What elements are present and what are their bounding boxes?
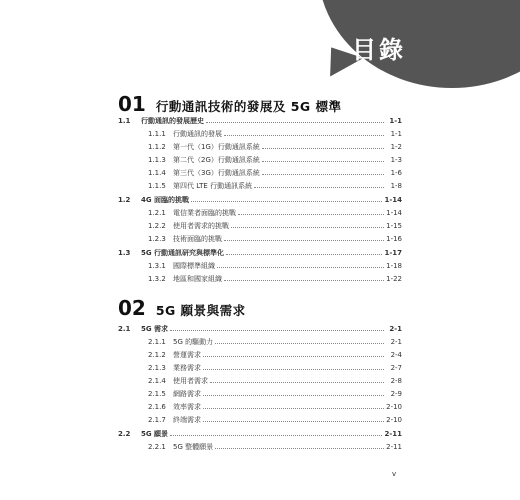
entry-title: 技術面臨的挑戰 (173, 235, 222, 243)
dot-leader (215, 447, 384, 449)
chapter-number: 02 (118, 296, 146, 320)
entry-number: 1.2.1 (148, 209, 166, 217)
toc-subsection[interactable] (148, 261, 402, 274)
entry-number: 2.1.6 (148, 403, 166, 411)
toc-subsection[interactable] (148, 142, 402, 155)
dot-leader (203, 368, 384, 370)
entry-page: 2-11 (384, 430, 402, 438)
entry-page: 2-7 (390, 364, 402, 372)
dot-leader (203, 394, 384, 396)
entry-title: 使用者需求的挑戰 (173, 222, 229, 230)
entry-page: 2-11 (386, 443, 402, 451)
entry-page: 1-3 (390, 156, 402, 164)
dot-leader (254, 186, 384, 188)
toc-section[interactable] (118, 195, 402, 208)
entry-title: 第四代 LTE 行動通訊系統 (173, 182, 253, 190)
entry-title: 電信業者面臨的挑戰 (173, 209, 236, 217)
dot-leader (215, 342, 384, 344)
entry-page: 2-1 (389, 325, 402, 333)
entry-title: 5G 需求 (141, 325, 169, 333)
chapter-number: 01 (118, 92, 146, 116)
entry-number: 2.1.7 (148, 416, 166, 424)
chapter-title: 行動通訊技術的發展及 5G 標準 (155, 99, 342, 114)
dot-leader (224, 134, 384, 136)
toc-subsection[interactable] (148, 363, 402, 376)
toc-subsection[interactable] (148, 376, 402, 389)
dot-leader (203, 355, 384, 357)
toc-section[interactable] (118, 429, 402, 442)
chapter-heading (118, 296, 246, 318)
entry-page: 1-15 (386, 222, 402, 230)
entry-number: 2.1.4 (148, 377, 166, 385)
toc-section[interactable] (118, 248, 402, 261)
chapter-heading (118, 92, 342, 114)
entry-page: 2-1 (390, 338, 402, 346)
toc-subsection[interactable] (148, 337, 402, 350)
dot-leader (262, 173, 384, 175)
dot-leader (262, 160, 384, 162)
dot-leader (224, 279, 384, 281)
entry-page: 1-22 (386, 275, 402, 283)
entry-number: 1.1.5 (148, 182, 166, 190)
dot-leader (231, 226, 384, 228)
entry-number: 1.3 (118, 249, 131, 257)
entry-title: 終端需求 (173, 416, 201, 424)
toc-subsection[interactable] (148, 221, 402, 234)
dot-leader (217, 266, 384, 268)
dot-leader (206, 121, 384, 123)
entry-title: 行動通訊的發展歷史 (141, 117, 204, 125)
dot-leader (203, 407, 384, 409)
entry-page: 1-1 (390, 130, 402, 138)
entry-number: 1.2.2 (148, 222, 166, 230)
entry-title: 業務需求 (173, 364, 201, 372)
entry-title: 第一代（1G）行動通訊系統 (173, 143, 260, 151)
entry-page: 1-8 (390, 182, 402, 190)
dot-leader (170, 329, 384, 331)
dot-leader (203, 420, 384, 422)
entry-page: 1-14 (384, 196, 402, 204)
entry-title: 第三代（3G）行動通訊系統 (173, 169, 260, 177)
entry-page: 2-10 (386, 403, 402, 411)
dot-leader (210, 381, 384, 383)
entry-number: 1.1.3 (148, 156, 166, 164)
entry-title: 行動通訊的發展 (173, 130, 222, 138)
toc-subsection[interactable] (148, 181, 402, 194)
dot-leader (191, 200, 382, 202)
entry-page: 2-4 (390, 351, 402, 359)
toc-subsection[interactable] (148, 129, 402, 142)
entry-page: 1-6 (390, 169, 402, 177)
entry-title: 地區和國家組織 (173, 275, 222, 283)
entry-page: 1-14 (386, 209, 402, 217)
dot-leader (226, 253, 382, 255)
entry-number: 2.1 (118, 325, 131, 333)
entry-title: 網路需求 (173, 390, 201, 398)
entry-page: 2-10 (386, 416, 402, 424)
entry-page: 2-9 (390, 390, 402, 398)
entry-page: 1-17 (384, 249, 402, 257)
dot-leader (224, 239, 384, 241)
chapter-title: 5G 願景與需求 (155, 303, 246, 318)
page-number: v (392, 470, 397, 478)
entry-number: 1.1 (118, 117, 131, 125)
dot-leader (262, 147, 384, 149)
entry-title: 5G 整體願景 (173, 443, 214, 451)
entry-number: 2.1.3 (148, 364, 166, 372)
entry-title: 5G 的驅動力 (173, 338, 214, 346)
entry-page: 1-1 (389, 117, 402, 125)
toc-subsection[interactable] (148, 415, 402, 428)
entry-number: 1.2 (118, 196, 131, 204)
entry-number: 1.3.1 (148, 262, 166, 270)
toc-subsection[interactable] (148, 168, 402, 181)
entry-page: 1-18 (386, 262, 402, 270)
toc-subsection[interactable] (148, 234, 402, 247)
entry-number: 1.2.3 (148, 235, 166, 243)
toc-title: 目錄 (352, 36, 406, 64)
entry-page: 2-8 (390, 377, 402, 385)
entry-number: 1.1.1 (148, 130, 166, 138)
entry-title: 4G 面臨的挑戰 (141, 196, 190, 204)
entry-title: 第二代（2G）行動通訊系統 (173, 156, 260, 164)
toc-subsection[interactable] (148, 350, 402, 363)
entry-page: 1-2 (390, 143, 402, 151)
entry-title: 國際標準組織 (173, 262, 215, 270)
toc-subsection[interactable] (148, 389, 402, 402)
dot-leader (170, 434, 382, 436)
entry-number: 2.1.1 (148, 338, 166, 346)
toc-subsection[interactable] (148, 155, 402, 168)
entry-number: 2.1.5 (148, 390, 166, 398)
entry-number: 2.2 (118, 430, 131, 438)
dot-leader (238, 213, 384, 215)
entry-title: 使用者需求 (173, 377, 208, 385)
toc-subsection[interactable] (148, 402, 402, 415)
toc-subsection[interactable] (148, 208, 402, 221)
entry-title: 5G 願景 (141, 430, 169, 438)
entry-number: 2.1.2 (148, 351, 166, 359)
entry-number: 1.3.2 (148, 275, 166, 283)
entry-page: 1-16 (386, 235, 402, 243)
entry-number: 1.1.4 (148, 169, 166, 177)
entry-title: 5G 行動通訊研究與標準化 (141, 249, 225, 257)
toc-subsection[interactable] (148, 274, 402, 287)
entry-number: 2.2.1 (148, 443, 166, 451)
entry-title: 營運需求 (173, 351, 201, 359)
toc-section[interactable] (118, 324, 402, 337)
entry-title: 效率需求 (173, 403, 201, 411)
toc-subsection[interactable] (148, 442, 402, 455)
toc-section[interactable] (118, 116, 402, 129)
entry-number: 1.1.2 (148, 143, 166, 151)
